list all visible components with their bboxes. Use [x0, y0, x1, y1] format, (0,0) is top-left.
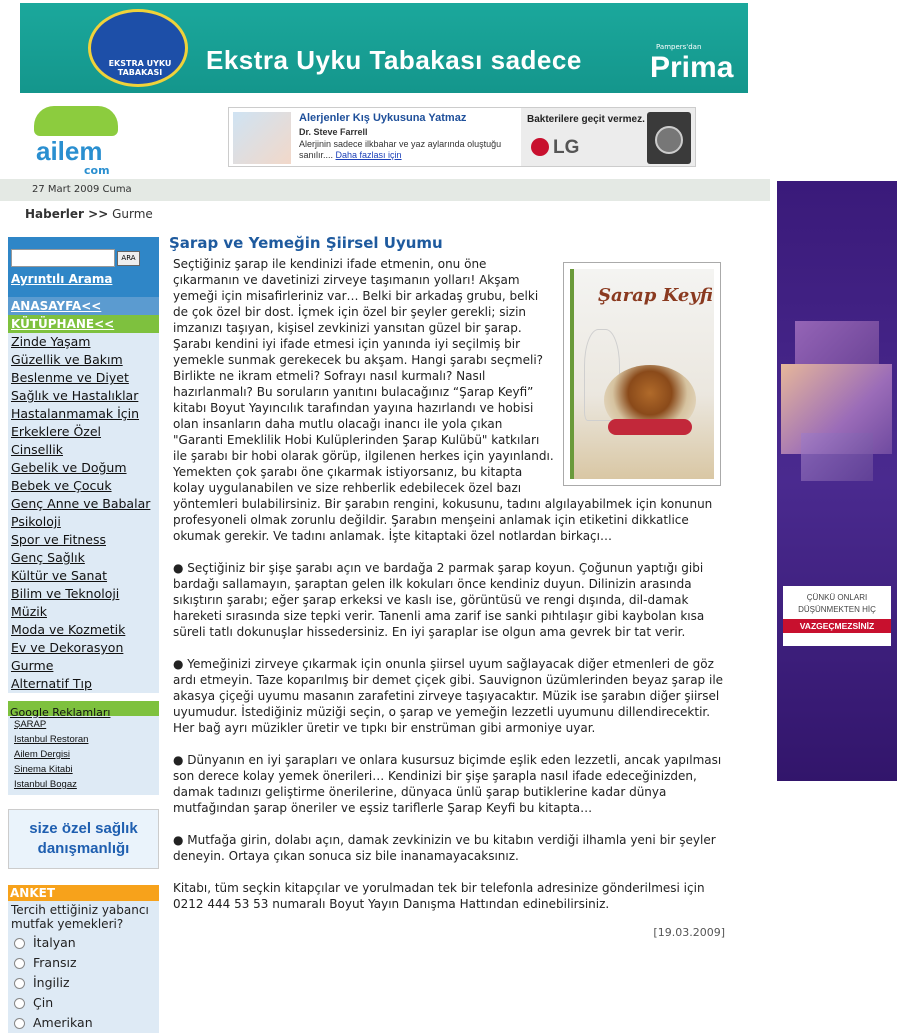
poll-option-label: İngiliz: [33, 975, 70, 990]
advanced-search-link[interactable]: Ayrıntılı Arama: [11, 272, 113, 286]
poll-radio[interactable]: [14, 998, 25, 1009]
library-link[interactable]: KÜTÜPHANE<<: [11, 317, 115, 331]
poll-option-label: İtalyan: [33, 935, 76, 950]
poll-question: Tercih ettiğiniz yabancı mutfak yemekleri?: [11, 903, 149, 931]
lg-ad[interactable]: [521, 108, 695, 166]
google-ad-link[interactable]: Istanbul Bogaz: [14, 779, 77, 790]
date-bar: [0, 179, 770, 201]
mid-banner-author: Dr. Steve Farrell: [299, 127, 368, 137]
breadcrumb-current: Gurme: [112, 207, 153, 221]
category-link[interactable]: Erkeklere Özel: [11, 424, 102, 439]
mid-ad-banner[interactable]: [228, 107, 696, 167]
sidebar: [8, 237, 159, 1033]
current-date: 27 Mart 2009 Cuma: [32, 184, 132, 195]
lg-ad-text: Bakterilere geçit vermez.: [527, 114, 645, 125]
berries-icon: [608, 419, 692, 435]
lg-logo-icon: [531, 138, 549, 156]
google-ads-title[interactable]: Google Reklamları: [10, 706, 111, 719]
book-cover-image: [563, 262, 721, 486]
category-link[interactable]: Kültür ve Sanat: [11, 568, 108, 583]
article-paragraph-1: ● Seçtiğiniz bir şişe şarabı açın ve bardağa 2 parmak şarap koyun. Çoğunun yaptığı gibi bardağı sallamayın, şaraptan gelen ilk kokuları önce kendiniz duyun. Dilinizin arasında sıkıştırın şarabı; eğer şarap erkeksi ve kaslı ise, görüntüsü ve rengi dışında, dil-damak hareketi sırasında size tepki verir. Tanenli ama zarif ise sanki pıhtılaşır gibi kaybolan kısa süreli tatlı dokunuşlar hissedersiniz. En iyi şaraplar ise olgun ama gevrek bir tat verir.: [173, 561, 705, 639]
right-ad-banner[interactable]: [777, 181, 897, 781]
google-ads-box: [8, 701, 159, 795]
article-paragraph-5: Kitabı, tüm seçkin kitapçılar ve yorulmadan tek bir telefonla adresinize gönderilmesi için 0212 444 53 53 numaralı Boyut Yayın Danışma Hattından edinebilirsiniz.: [173, 881, 705, 911]
search-input[interactable]: [11, 249, 115, 267]
poll-option: [8, 973, 159, 993]
article: [169, 234, 725, 939]
poll-option-label: Fransız: [33, 955, 77, 970]
poll-option-label: Amerikan: [33, 1015, 93, 1030]
category-link[interactable]: Güzellik ve Bakım: [11, 352, 123, 367]
banner-badge-text: EKSTRA UYKU TABAKASI: [108, 59, 172, 77]
google-ads-header: [8, 701, 159, 719]
google-ad-link[interactable]: Istanbul Restoran: [14, 734, 89, 745]
category-link[interactable]: Spor ve Fitness: [11, 532, 106, 547]
book-title: Şarap Keyfi: [598, 285, 713, 306]
category-link[interactable]: Hastalanmamak İçin: [11, 406, 140, 421]
category-link[interactable]: Gebelik ve Doğum: [11, 460, 127, 475]
poll-options: [8, 933, 159, 1033]
baby-photo: [233, 112, 291, 164]
category-link[interactable]: Zinde Yaşam: [11, 334, 91, 349]
category-link[interactable]: Psikoloji: [11, 514, 61, 529]
category-link[interactable]: Bilim ve Teknoloji: [11, 586, 120, 601]
washing-machine-icon: [647, 112, 691, 164]
article-title: Şarap ve Yemeğin Şiirsel Uyumu: [169, 234, 443, 252]
category-link[interactable]: Müzik: [11, 604, 47, 619]
mid-banner-link[interactable]: Daha fazlası için: [335, 150, 402, 160]
mid-banner-title: Alerjenler Kış Uykusuna Yatmaz: [299, 112, 467, 124]
article-intro: Seçtiğiniz şarap ile kendinizi ifade etmenin, onu öne çıkarmanın ve davetinizi zirveye taşımanın yolları! Akşam yemeği için misafirleriniz var… Belki bir arkadaş grubu, belki de çok özel bir dost. İçmek için özel bir şeyler gerekli; sizin imzanızı taşıyan, kişisel zevkinizi yansıtan güzel bir şarap. Şarabı kendini iyi ifade etmesi için yanında iyi seçilmiş bir yemekle sunmak gerekecek bu akşam. Hangi şarabı seçmeli? Birlikte ne ikram etmeli? Sofrayı nasıl kurmalı? Nasıl hazırlanmalı? Bu soruların yanıtını bulacağınız “Şarap Keyfi” kitabı Boyut Yayıncılık tarafından yayına hazırlandı ve hobisi olan insanların daha mutlu olacağı inancı ile yola çıkan "Garanti Emeklilik Hobi Kulüplerinden Şarap Kulübü" katkıları ile şarabı bir hobi olarak görüp, ilgilenen herkes için yayınlandı. Yemekten çok şarabı öne çıkarmak istiyorsanız, bu kitapta kolay uygulanabilen ve size rehberlik edebilecek özel bazı yöntemleri bulabilirsiniz. Bir şarabın rengini, kokusunu, tadını algılayabilmek için konunun profesyoneli olmak zorunlu değildir. Şarabın menşeini anlamak için etiketini dikkatlice okumak gerekir. Ve tadını anlamak. İşte kitaptaki özel notlardan birkaçı…: [173, 257, 713, 543]
google-ad-link[interactable]: ŞARAP: [14, 719, 47, 730]
google-ads-list: [8, 716, 159, 795]
cloud-icon: [34, 106, 118, 136]
category-link[interactable]: Alternatif Tıp: [11, 676, 92, 691]
poll-radio[interactable]: [14, 1018, 25, 1029]
google-ad-link[interactable]: Ailem Dergisi: [14, 749, 70, 760]
breadcrumb-section[interactable]: Haberler >>: [25, 207, 109, 221]
google-ad-link[interactable]: Sinema Kitabi: [14, 764, 73, 775]
nav-home: [8, 297, 159, 315]
category-list: [8, 333, 159, 693]
article-date: [19.03.2009]: [653, 926, 725, 939]
right-ad-line2: DÜŞÜNMEKTEN HİÇ: [798, 605, 876, 614]
poll-title: ANKET: [8, 885, 159, 901]
family-photo-1: [795, 321, 879, 365]
search-box: [8, 237, 159, 297]
article-paragraph-2: ● Yemeğinizi zirveye çıkarmak için onunla şiirsel uyum sağlayacak diğer etmenleri de göz ardı etmeyin. Taze koparılmış bir demet çiçek gibi. Sauvignon üzümlerinden beyaz şarap ile akasya çiçeği uyumu masanın zarafetini zirveye taşıyacaktır. Müzik ise şarabın diğer şiirsel uyumudur. İstediğiniz müziği seçin, o şarap ve yemeğin lezzetli uyumunu dillendirecektir. Her bağ ayrı müzikler üretir ve tıpkı bir enstrüman gibi armoniye uyar.: [173, 657, 724, 735]
category-link[interactable]: Bebek ve Çocuk: [11, 478, 112, 493]
nav-library: [8, 315, 159, 333]
mid-banner-text: Alerjinin sadece ilkbahar ve yaz aylarında oluştuğu sanılır.... Daha fazlası için: [299, 139, 502, 160]
site-logo[interactable]: [30, 106, 125, 178]
poll-radio[interactable]: [14, 958, 25, 969]
poll-option: [8, 933, 159, 953]
category-link[interactable]: Gurme: [11, 658, 54, 673]
poll-radio[interactable]: [14, 978, 25, 989]
logo-text: ailem: [36, 136, 103, 166]
right-ad-tagline: [783, 586, 891, 646]
top-ad-banner[interactable]: [20, 3, 748, 93]
category-link[interactable]: Beslenme ve Diyet: [11, 370, 129, 385]
poll-option-label: Çin: [33, 995, 54, 1010]
poll-option: [8, 1013, 159, 1033]
category-link[interactable]: Sağlık ve Hastalıklar: [11, 388, 139, 403]
article-paragraph-4: ● Mutfağa girin, dolabı açın, damak zevkinizin ve bu kitabın verdiği ilhamla yeni bir şeyler deneyin. Ortaya çıkan sonuca siz bile inanamayacaksınız.: [173, 833, 716, 863]
search-button[interactable]: ARA: [117, 251, 140, 266]
category-link[interactable]: Moda ve Kozmetik: [11, 622, 126, 637]
banner-slogan: Ekstra Uyku Tabakası sadece: [206, 45, 582, 75]
consult-line1: size özel sağlık: [29, 820, 138, 837]
poll-option: [8, 953, 159, 973]
logo-suffix: com: [84, 164, 110, 177]
home-link[interactable]: ANASAYFA<<: [11, 299, 102, 313]
article-paragraph-3: ● Dünyanın en iyi şarapları ve onlara kusursuz biçimde eşlik eden lezzetli, ancak yapılması son derece kolay yemek önerileri… Kendinizi bir şişe şarapla nasıl ifade edeceğinizden, damak tadınızı geliştirme önerilerine, dünyaca ünlü şarap butiklerine kadar dünya mutfağından şarap öneriler ve eşsiz tariflerle Şarap Keyfi bu kitapta…: [173, 753, 722, 815]
consult-line2: danışmanlığı: [37, 840, 130, 857]
breadcrumb: [25, 207, 153, 221]
lg-brand: LG: [553, 137, 580, 158]
banner-brand-tag: Pampers'dan: [656, 43, 702, 51]
right-ad-line3: VAZGEÇMEZSİNİZ: [783, 619, 891, 633]
category-link[interactable]: Ev ve Dekorasyon: [11, 640, 124, 655]
poll-radio[interactable]: [14, 938, 25, 949]
poll-option: [8, 993, 159, 1013]
health-consult-banner[interactable]: [8, 809, 159, 869]
category-link[interactable]: Genç Sağlık: [11, 550, 85, 565]
family-photo-3: [801, 433, 873, 481]
banner-brand: Prima: [650, 51, 734, 84]
category-link[interactable]: Cinsellik: [11, 442, 63, 457]
category-link[interactable]: Genç Anne ve Babalar: [11, 496, 151, 511]
right-ad-line1: ÇÜNKÜ ONLARI: [806, 593, 868, 602]
poll-box: [8, 885, 159, 1033]
